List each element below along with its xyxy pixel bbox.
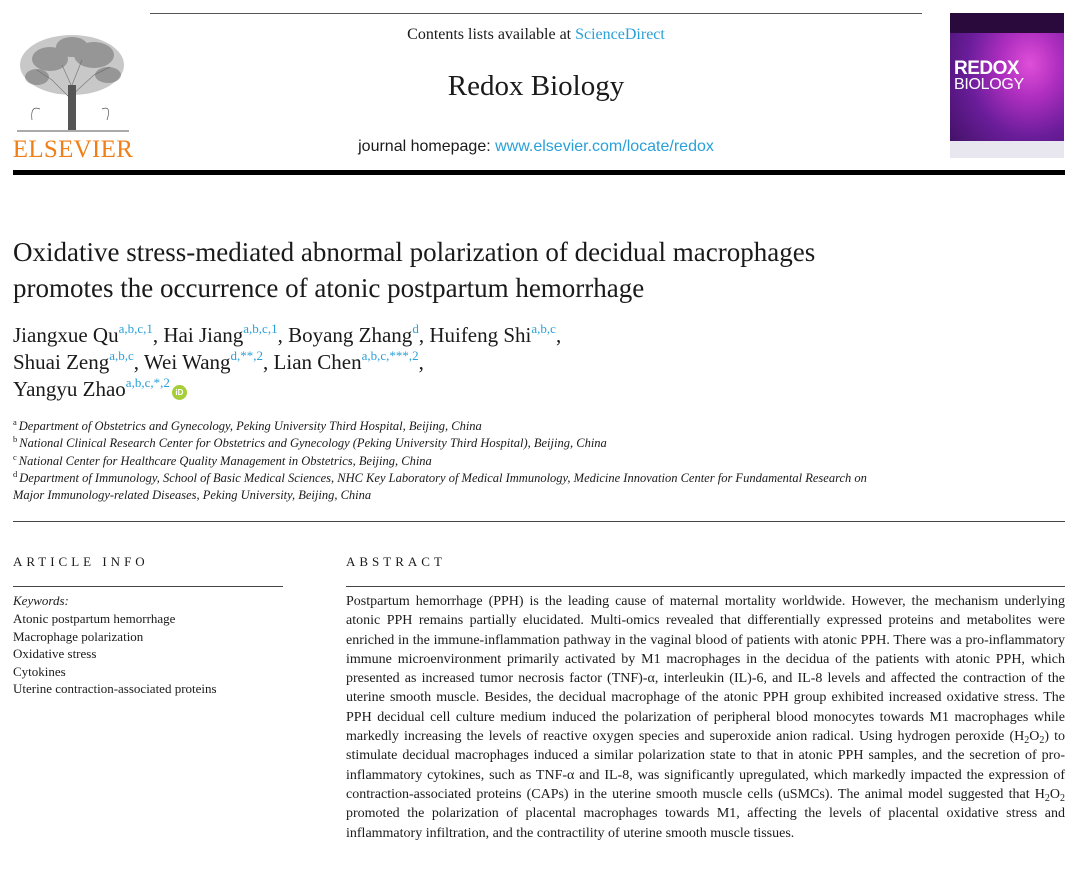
affiliation-item-continued bbox=[13, 487, 933, 504]
author-name[interactable]: Wei Wang bbox=[143, 350, 231, 374]
author-name[interactable]: Jiangxue Qu bbox=[13, 323, 119, 347]
affiliations bbox=[13, 418, 933, 504]
abstract-text: promoted the polarization of placental macrophages towards M1, affecting the levels of placental oxidative stress and inflammatory infiltration, and the contractility of uterine smooth muscle tissues. bbox=[346, 806, 1065, 841]
subscript: 2 bbox=[1039, 735, 1045, 747]
author-affiliation-marks[interactable]: a,b,c bbox=[109, 348, 134, 363]
article-title bbox=[13, 234, 1013, 306]
header-rule bbox=[13, 170, 1065, 175]
journal-cover-image bbox=[950, 13, 1064, 158]
contents-line bbox=[150, 26, 922, 44]
affiliation-mark: c bbox=[13, 451, 17, 462]
author-affiliation-marks[interactable]: a,b,c bbox=[531, 321, 556, 336]
author-separator: , bbox=[555, 323, 562, 347]
orcid-icon[interactable]: iD bbox=[172, 385, 187, 400]
journal-homepage-link[interactable]: www.elsevier.com/locate/redox bbox=[495, 138, 714, 155]
affiliation-item bbox=[13, 470, 933, 487]
keyword-item: Uterine contraction-associated proteins bbox=[13, 681, 217, 696]
cover-title-redox: REDOX bbox=[954, 58, 1020, 79]
affiliation-text: National Clinical Research Center for Obstetrics and Gynecology (Peking University Third Hospital), Beijing, China bbox=[19, 436, 607, 451]
affiliation-item bbox=[13, 418, 933, 435]
section-rule bbox=[13, 521, 1065, 522]
subscript: 2 bbox=[1044, 792, 1050, 804]
keyword-list bbox=[13, 610, 293, 698]
author-affiliation-marks[interactable]: a,b,c,1 bbox=[243, 321, 278, 336]
cover-top-band bbox=[950, 13, 1064, 33]
homepage-prefix: journal homepage: bbox=[358, 138, 496, 155]
keywords-label: Keywords: bbox=[13, 593, 69, 608]
abstract-rule bbox=[346, 586, 1065, 587]
author-separator: , bbox=[133, 350, 144, 374]
abstract-text: ) to stimulate decidual macrophages induced a similar polarization state to that in atonic PPH samples, and the secretion of pro-inflammatory cytokines, such as TNF-α and IL-8, was significantly upregulated, which markedly impacted the expression of contraction-associated proteins (CAPs) in the uterine smooth muscle cells (uSMCs). The animal model suggested that H bbox=[346, 729, 1065, 802]
article-info-rule bbox=[13, 586, 283, 587]
affiliation-item bbox=[13, 453, 933, 470]
cover-bottom-band bbox=[950, 141, 1064, 158]
author-name[interactable]: Shuai Zeng bbox=[13, 350, 110, 374]
author-separator: , bbox=[263, 350, 274, 374]
affiliation-text: National Center for Healthcare Quality Management in Obstetrics, Beijing, China bbox=[18, 453, 432, 468]
sciencedirect-link[interactable]: ScienceDirect bbox=[575, 26, 665, 43]
author-name[interactable]: Huifeng Shi bbox=[429, 323, 532, 347]
cover-title-biology: BIOLOGY bbox=[954, 76, 1024, 93]
author-separator: , bbox=[277, 323, 289, 347]
author-name[interactable]: Yangyu Zhao bbox=[13, 377, 126, 401]
author-separator: , bbox=[418, 323, 430, 347]
article-title-line-2: promotes the occurrence of atonic postpartum hemorrhage bbox=[13, 273, 645, 303]
top-rule bbox=[150, 13, 922, 14]
keyword-item: Oxidative stress bbox=[13, 646, 97, 661]
author-affiliation-marks[interactable]: a,b,c,***,2 bbox=[361, 348, 419, 363]
keyword-item: Atonic postpartum hemorrhage bbox=[13, 611, 176, 626]
homepage-line bbox=[150, 138, 922, 156]
abstract-body bbox=[346, 592, 1065, 843]
article-title-line-1: Oxidative stress-mediated abnormal polarization of decidual macrophages bbox=[13, 237, 816, 267]
keyword-item: Macrophage polarization bbox=[13, 628, 144, 644]
author-separator: , bbox=[418, 350, 424, 374]
abstract-text: Postpartum hemorrhage (PPH) is the leading cause of maternal mortality worldwide. However, the mechanism underlying atonic PPH remains partially elucidated. Multi-omics revealed that differentially expressed proteins and metabolites were enriched in the immune-inflammation pathway in the vaginal blood of patients with atonic PPH. There was a pro-inflammatory immune microenvironment primarily activated by M1 macrophages in the decidua of the patients with atonic PPH, which presented as increased tumor necrosis factor (TNF)-α, interleukin (IL)-6, and IL-8 levels and affected the contraction of the uterine smooth muscle. Besides, the decidual macrophage of the atonic PPH group exhibited increased oxidative stress. The PPH decidual cell culture medium induced the polarization of peripheral blood monocytes towards M1 macrophages while markedly increasing the levels of reactive oxygen species and superoxide anion radical. Using hydrogen peroxide (H bbox=[346, 594, 1065, 745]
affiliation-text: Major Immunology-related Diseases, Peking University, Beijing, China bbox=[13, 488, 372, 503]
abstract-text: O bbox=[1049, 786, 1060, 802]
affiliation-mark: a bbox=[13, 417, 17, 427]
author-name[interactable]: Lian Chen bbox=[273, 350, 362, 374]
journal-title: Redox Biology bbox=[447, 70, 625, 102]
author-list bbox=[13, 322, 1013, 403]
article-info-heading: ARTICLE INFO bbox=[13, 554, 149, 569]
contents-prefix: Contents lists available at bbox=[407, 26, 576, 43]
affiliation-mark: d bbox=[13, 468, 18, 479]
abstract-heading: ABSTRACT bbox=[346, 554, 446, 569]
affiliation-item bbox=[13, 435, 933, 452]
affiliation-mark: b bbox=[13, 434, 18, 445]
author-affiliation-marks[interactable]: d bbox=[412, 321, 419, 336]
author-separator: , bbox=[152, 323, 164, 347]
subscript: 2 bbox=[1024, 735, 1030, 747]
abstract-text: O bbox=[1029, 729, 1040, 745]
affiliation-text: Department of Immunology, School of Basic Medical Sciences, NHC Key Laboratory of Medical Immunology, Medicine Innovation Center for Fundamental Research on bbox=[19, 470, 867, 485]
author-name[interactable]: Boyang Zhang bbox=[288, 323, 413, 347]
author-affiliation-marks[interactable]: a,b,c,1 bbox=[118, 321, 153, 336]
subscript: 2 bbox=[1060, 792, 1065, 804]
keyword-item: Cytokines bbox=[13, 663, 66, 679]
author-affiliation-marks[interactable]: a,b,c,*,2 bbox=[125, 375, 170, 390]
author-affiliation-marks[interactable]: d,**,2 bbox=[230, 348, 264, 363]
affiliation-text: Department of Obstetrics and Gynecology, Peking University Third Hospital, Beijing, China bbox=[18, 419, 482, 433]
author-name[interactable]: Hai Jiang bbox=[163, 323, 244, 347]
publisher-wordmark: ELSEVIER bbox=[12, 136, 134, 163]
